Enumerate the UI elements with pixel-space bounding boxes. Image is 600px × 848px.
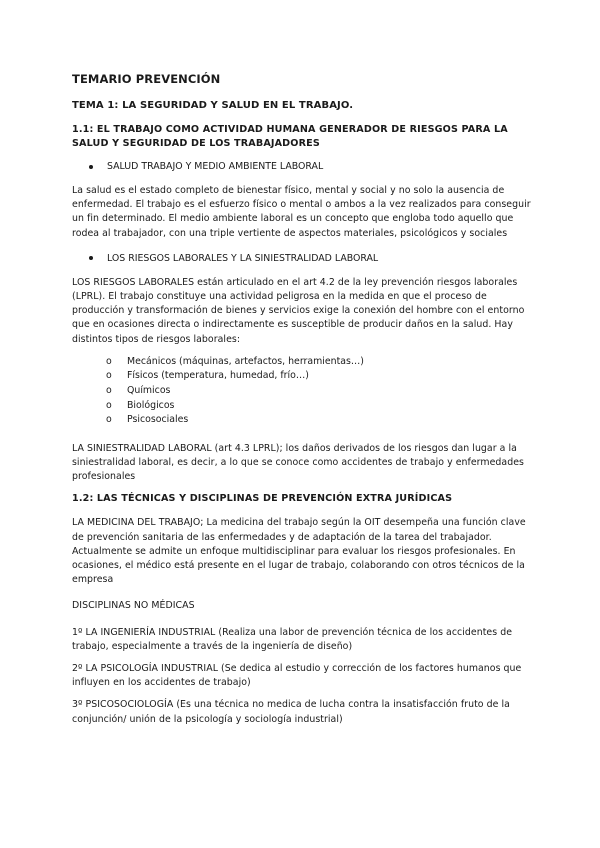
document-title: TEMARIO PREVENCIÓN [72, 72, 221, 86]
list-marker: o [106, 385, 112, 397]
list-marker: o [106, 370, 112, 382]
disciplina-ingenieria: 1º LA INGENIERÍA INDUSTRIAL (Realiza una labor de prevención técnica de los accidentes de trabajo, especialmente a través de la ingeniería de diseño) [72, 626, 513, 652]
list-item: o Biológicos [106, 399, 532, 414]
section-1-2-heading: 1.2: LAS TÉCNICAS Y DISCIPLINAS DE PREVENCIÓN EXTRA JURÍDICAS [72, 493, 453, 505]
bullet-dot-icon [89, 165, 93, 169]
document-page [72, 66, 532, 739]
list-item: o Químicos [106, 384, 532, 399]
bullet-2-text: LOS RIESGOS LABORALES Y LA SINIESTRALIDAD LABORAL [107, 252, 379, 264]
bullet-1-text: SALUD TRABAJO Y MEDIO AMBIENTE LABORAL [107, 161, 324, 172]
disciplinas-label: DISCIPLINAS NO MÉDICAS [72, 600, 195, 612]
list-item: o Mecánicos (máquinas, artefactos, herramientas…) [106, 355, 532, 370]
paragraph-siniestralidad: LA SINIESTRALIDAD LABORAL (art 4.3 LPRL); los daños derivados de los riesgos dan lugar a la siniestralidad laboral, es decir, a lo que se conoce como accidentes de trabajo y enfermedades profesionales [72, 442, 524, 483]
tema-1-heading: TEMA 1: LA SEGURIDAD Y SALUD EN EL TRABAJO. [72, 100, 354, 111]
section-1-1-heading: 1.1: EL TRABAJO COMO ACTIVIDAD HUMANA GENERADOR DE RIESGOS PARA LA SALUD Y SEGURIDAD DE LOS TRABAJADORES [72, 124, 508, 149]
list-marker: o [106, 414, 112, 426]
bullet-riesgos-laborales [89, 253, 532, 264]
list-marker: o [106, 399, 112, 411]
disciplina-psicologia: 2º LA PSICOLOGÍA INDUSTRIAL (Se dedica al estudio y corrección de los factores humanos que influyen en los accidentes de trabajo) [72, 663, 522, 689]
paragraph-salud: La salud es el estado completo de bienestar físico, mental y social y no solo la ausencia de enfermedad. El trabajo es el esfuerzo físico o mental o ambos a la vez realizados para conseguir un fin determinado. El medio ambiente laboral es un concepto que engloba todo aquello que rodea al trabajador, con una triple vertiente de aspectos materiales, psicológicos y sociales [72, 185, 531, 239]
list-marker: o [106, 355, 112, 367]
bullet-dot-icon [89, 256, 93, 260]
risk-types-list [106, 355, 532, 428]
paragraph-riesgos: LOS RIESGOS LABORALES están articulado en el art 4.2 de la ley prevención riesgos laborales (LPRL). El trabajo constituye una actividad peligrosa en la medida en que el proceso de producción y transformación de bienes y servicios exige la conexión del hombre con el entorno que en ocasiones directa o indirectamente es susceptible de producir daños en la salud. Hay distintos tipos de riesgos laborales: [72, 276, 525, 345]
paragraph-medicina-trabajo: LA MEDICINA DEL TRABAJO; La medicina del trabajo según la OIT desempeña una función clave de prevención sanitaria de las enfermedades y de adaptación de la tarea del trabajador. Actualmente se admite un enfoque multidisciplinar para evaluar los riesgos profesionales. En ocasiones, el médico está presente en el lugar de trabajo, colaborando con otros técnicos de la empresa [72, 517, 526, 586]
disciplina-psicosociologia: 3º PSICOSOCIOLOGÍA (Es una técnica no medica de lucha contra la insatisfacción fruto de la conjunción/ unión de la psicología y sociología industrial) [72, 699, 510, 725]
list-item: o Físicos (temperatura, humedad, frío…) [106, 369, 532, 384]
list-item: o Psicosociales [106, 413, 532, 428]
bullet-salud-trabajo [89, 161, 532, 172]
